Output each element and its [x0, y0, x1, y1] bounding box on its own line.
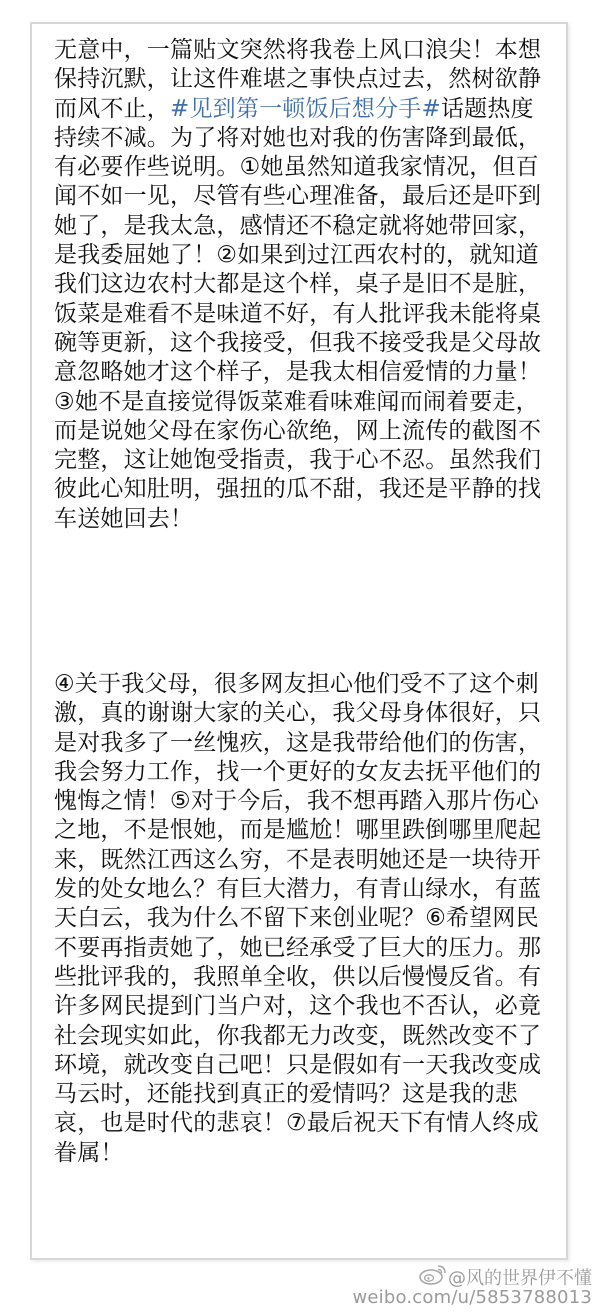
watermark	[0, 1260, 600, 1315]
weibo-logo-icon	[418, 1262, 448, 1286]
watermark-handle: @风的世界伊不懂	[448, 1268, 592, 1289]
hashtag-link[interactable]: #见到第一顿饭后想分手#	[170, 95, 441, 122]
post-paragraph-2: ④关于我父母，很多网友担心他们受不了这个刺激，真的谢谢大家的关心，我父母身体很好，只是对我多了一丝愧疚，这是我带给他们的伤害，我会努力工作，找一个更好的女友去抚平他们的愧悔之情！⑤对于今后，我不想再踏入那片伤心之地，不是恨她，而是尴尬！哪里跌倒哪里爬起来，既然江西这么穷，不是表明她还是一块待开发的处女地么？有巨大潜力，有青山绿水，有蓝天白云，我为什么不留下来创业呢？⑥希望网民不要再指责她了，她已经承受了巨大的压力。那些批评我的，我照单全收，供以后慢慢反省。有许多网民提到门当户对，这个我也不否认，必竟社会现实如此，你我都无力改变，既然改变不了环境，就改变自己吧！只是假如有一天我改变成马云时，还能找到真正的爱情吗？这是我的悲哀，也是时代的悲哀！⑦最后祝天下有情人终成眷属！	[54, 671, 542, 1166]
post-paragraph-1	[54, 36, 554, 534]
paragraph-1-body: 话题热度持续不减。为了将对她也对我的伤害降到最低，有必要作些说明。①她虽然知道我家情况，但百闻不如一见，尽管有些心理准备，最后还是吓到她了，是我太急，感情还不稳定就将她带回家，是我委屈她了！②如果到过江西农村的，就知道我们这边农村大都是这个样，桌子是旧不是脏，饭菜是难看不是味道不好，有人批评我未能将桌碗等更新，这个我接受，但我不接受我是父母故意忽略她才这个样子，是我太相信爱情的力量！③她不是直接觉得饭菜难看味难闻而闹着要走，而是说她父母在家伤心欲绝，网上流传的截图不完整，这让她饱受指责，我于心不忍。虽然我们彼此心知肚明，强扭的瓜不甜，我还是平静的找车送她回去！	[54, 95, 542, 532]
paragraph-1-intro: 无意中，一篇贴文突然将我卷上风口浪尖！本想保持沉默，让这件难堪之事快点过去，然树欲静而风不止，	[54, 37, 542, 122]
post-text-card	[30, 22, 568, 1260]
watermark-url: weibo.com/u/5853788013	[352, 1287, 592, 1308]
